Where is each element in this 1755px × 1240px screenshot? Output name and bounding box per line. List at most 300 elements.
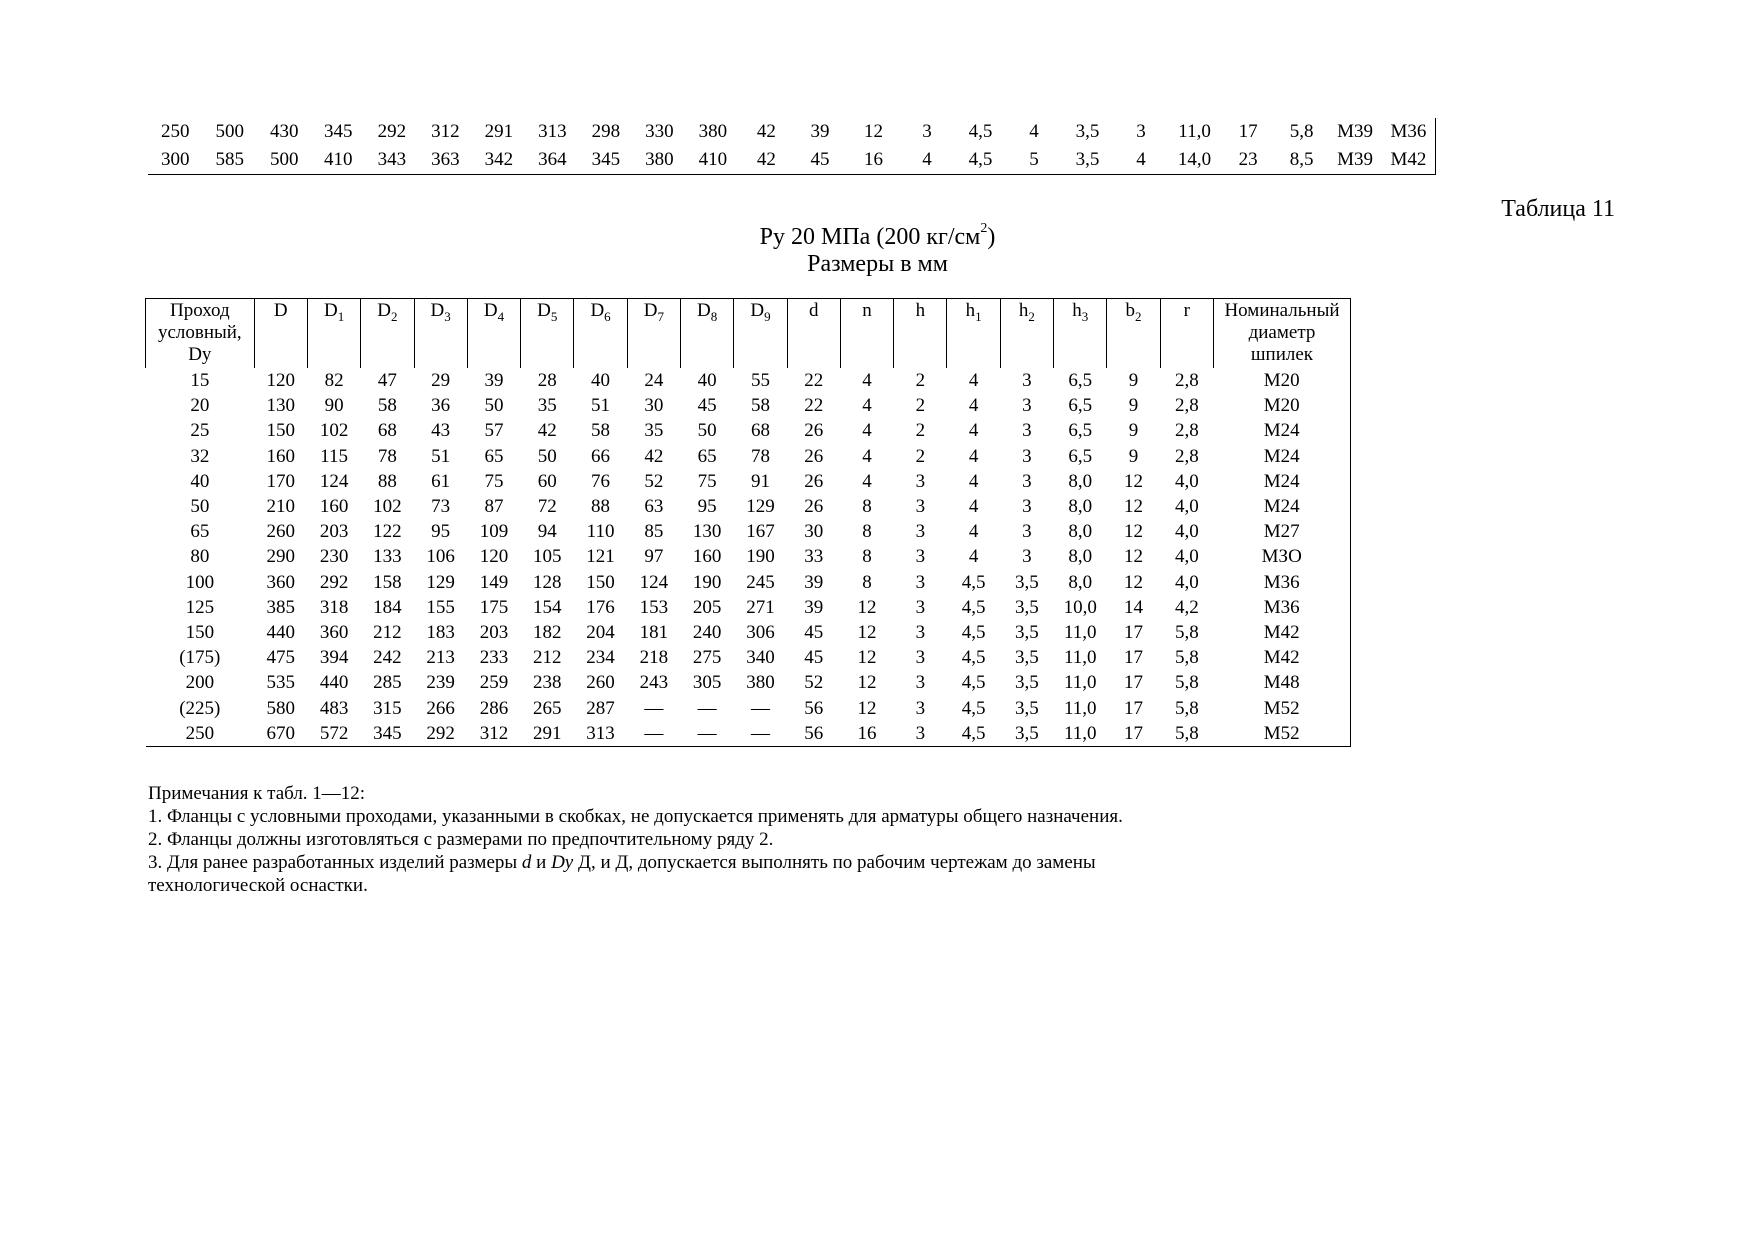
table-cell: 3 xyxy=(1022,496,1032,518)
table-cell: 572 xyxy=(307,721,360,747)
table-cell: 12 xyxy=(1124,571,1144,593)
table-cell: (175) xyxy=(179,647,221,669)
table-cell: 3 xyxy=(915,596,926,618)
table-cell: 8,0 xyxy=(1068,521,1093,543)
table-cell: 4,5 xyxy=(961,647,986,669)
table-cell: 3 xyxy=(894,721,947,747)
table-cell: 245 xyxy=(746,571,775,593)
table-cell: 300 xyxy=(148,146,203,175)
table-row xyxy=(146,368,1351,393)
table-cell: 12 xyxy=(1124,546,1144,568)
table-cell: 109 xyxy=(479,521,509,543)
table-cell: 291 xyxy=(484,121,514,142)
table-cell: 394 xyxy=(319,647,349,669)
table-cell: 204 xyxy=(586,621,615,643)
table-cell: 287 xyxy=(586,697,615,719)
table-cell: 3 xyxy=(1022,546,1032,568)
table-cell: 5,8 xyxy=(1174,647,1199,669)
note-3: 3. Для ранее разработанных изделий размеры d и Dy Д, и Д, допускается выполнять по рабочим чертежам до замены xyxy=(148,852,1096,873)
table-cell: 3 xyxy=(1022,370,1032,392)
table-cell: 4 xyxy=(968,470,979,492)
table-cell: 17 xyxy=(1124,647,1144,669)
table-cell: 57 xyxy=(484,420,504,442)
table-cell: М36 xyxy=(1213,595,1350,620)
table-cell: 16 xyxy=(840,721,893,747)
table-cell: 129 xyxy=(426,571,455,593)
table-cell: М52 xyxy=(1213,695,1350,720)
table-row xyxy=(146,393,1351,418)
table-cell: 4,5 xyxy=(968,121,993,142)
table-cell: 292 xyxy=(414,721,467,747)
table-cell: 3 xyxy=(1022,395,1032,417)
table-cell: 26 xyxy=(804,496,824,518)
table-cell: 175 xyxy=(479,596,509,618)
table-title-units: Размеры в мм xyxy=(807,251,948,277)
continuation-table xyxy=(148,118,1436,175)
table-cell: 11,0 xyxy=(1063,621,1097,643)
table-cell: 410 xyxy=(312,146,366,175)
table-cell: М20 xyxy=(1213,393,1350,418)
table-cell: 330 xyxy=(645,121,674,142)
table-cell: 3,5 xyxy=(1015,647,1039,669)
table-cell: 25 xyxy=(190,420,210,442)
table-cell: 12 xyxy=(857,697,877,719)
table-cell: М20 xyxy=(1213,368,1350,393)
table-cell: 61 xyxy=(431,470,451,492)
table-cell: 4 xyxy=(1029,121,1039,142)
table-cell: 68 xyxy=(377,420,397,442)
header-h3: $h_3$ xyxy=(1054,299,1107,369)
table-cell: 154 xyxy=(533,596,562,618)
table-cell: 210 xyxy=(266,496,296,518)
table-cell: 30 xyxy=(644,395,664,417)
table-cell: 205 xyxy=(692,596,722,618)
table-row xyxy=(146,670,1351,695)
table-cell: 47 xyxy=(377,370,397,392)
table-cell: 15 xyxy=(190,370,210,392)
table-cell: 78 xyxy=(750,445,770,467)
table-cell: 259 xyxy=(479,672,509,694)
table-cell: 11,0 xyxy=(1063,697,1097,719)
table-cell: 14,0 xyxy=(1168,146,1222,175)
table-cell: 275 xyxy=(692,647,722,669)
table-cell: М24 xyxy=(1213,444,1350,469)
table-cell: 410 xyxy=(686,146,740,175)
table-cell: 4,5 xyxy=(961,672,986,694)
table-cell: 5,8 xyxy=(1174,672,1199,694)
notes-block xyxy=(148,782,1548,897)
table-cell: 124 xyxy=(639,571,669,593)
table-cell: 9 xyxy=(1128,395,1139,417)
table-row xyxy=(146,570,1351,595)
header-D5: $D_5$ xyxy=(521,299,574,369)
header-d: d xyxy=(787,299,840,369)
table-cell: 167 xyxy=(746,521,775,543)
table-cell: 121 xyxy=(586,546,615,568)
header-D7: $D_7$ xyxy=(627,299,680,369)
table-cell: 150 xyxy=(586,571,615,593)
table-cell: 100 xyxy=(185,571,215,593)
table-cell: 8 xyxy=(862,546,872,568)
table-cell: 212 xyxy=(373,621,402,643)
table-cell: 58 xyxy=(750,395,770,417)
header-D: D xyxy=(254,299,307,369)
table-cell: 39 xyxy=(804,571,824,593)
table-cell: 4,0 xyxy=(1174,546,1199,568)
table-cell: 110 xyxy=(586,521,615,543)
table-cell: М42 xyxy=(1213,620,1350,645)
flange-dimensions-table xyxy=(145,298,1351,747)
table-cell: 45 xyxy=(697,395,717,417)
table-cell: 8,0 xyxy=(1068,546,1093,568)
table-cell: 240 xyxy=(692,621,722,643)
table-cell: 22 xyxy=(804,395,824,417)
table-cell: 35 xyxy=(644,420,664,442)
table-cell: 8,0 xyxy=(1068,470,1093,492)
table-cell: — xyxy=(734,721,787,747)
table-cell: 28 xyxy=(537,370,557,392)
table-cell: 440 xyxy=(266,621,296,643)
table-cell: 4,0 xyxy=(1174,521,1199,543)
table-cell: 4 xyxy=(968,370,979,392)
table-cell: 266 xyxy=(426,697,455,719)
header-D2: $D_2$ xyxy=(361,299,414,369)
table-cell: 203 xyxy=(479,621,509,643)
table-cell: 68 xyxy=(750,420,770,442)
table-cell: 345 xyxy=(579,146,633,175)
table-cell: 430 xyxy=(270,121,299,142)
table-row xyxy=(146,595,1351,620)
table-cell: 65 xyxy=(484,445,504,467)
table-cell: 2 xyxy=(915,395,926,417)
table-cell: 3 xyxy=(915,496,926,518)
table-cell: М42 xyxy=(1213,645,1350,670)
table-cell: М48 xyxy=(1213,670,1350,695)
table-cell: 5,8 xyxy=(1160,721,1213,747)
table-cell: 4,5 xyxy=(961,596,986,618)
table-cell: 183 xyxy=(426,621,455,643)
table-cell: 12 xyxy=(857,647,877,669)
table-cell: 17 xyxy=(1124,672,1144,694)
table-cell: 306 xyxy=(746,621,775,643)
table-cell: 149 xyxy=(479,571,509,593)
table-cell: 3,5 xyxy=(1015,596,1039,618)
table-cell: 5 xyxy=(1007,146,1061,175)
table-cell: 4 xyxy=(862,420,872,442)
table-cell: 26 xyxy=(804,420,824,442)
header-h2: $h_2$ xyxy=(1000,299,1053,369)
table-row xyxy=(146,418,1351,443)
table-cell: 585 xyxy=(203,146,258,175)
table-cell: 3 xyxy=(915,697,926,719)
table-cell: 39 xyxy=(484,370,504,392)
table-cell: 260 xyxy=(266,521,296,543)
table-cell: 52 xyxy=(644,470,664,492)
header-b2: $b_2$ xyxy=(1107,299,1160,369)
table-cell: 63 xyxy=(644,496,664,518)
table-cell: 3,5 xyxy=(1015,672,1039,694)
table-row xyxy=(146,494,1351,519)
table-cell: 125 xyxy=(185,596,215,618)
table-cell: 345 xyxy=(324,121,353,142)
table-cell: 190 xyxy=(746,546,775,568)
table-cell: 50 xyxy=(697,420,717,442)
table-cell: 80 xyxy=(190,546,210,568)
table-cell: 4 xyxy=(862,395,872,417)
table-cell: 33 xyxy=(804,546,824,568)
table-cell: 12 xyxy=(1124,521,1144,543)
table-cell: М39 xyxy=(1328,146,1382,175)
table-cell: 88 xyxy=(591,496,611,518)
table-cell: 6,5 xyxy=(1068,445,1093,467)
table-cell: 4 xyxy=(968,546,979,568)
table-cell: 4 xyxy=(968,445,979,467)
table-cell: 3 xyxy=(1136,121,1146,142)
table-cell: 265 xyxy=(533,697,562,719)
table-cell: 12 xyxy=(857,596,877,618)
table-row xyxy=(146,721,1351,747)
table-row xyxy=(146,519,1351,544)
header-D4: $D_4$ xyxy=(467,299,520,369)
header-D6: $D_6$ xyxy=(574,299,627,369)
table-cell: 24 xyxy=(644,370,664,392)
table-cell: 8 xyxy=(862,521,872,543)
table-cell: 130 xyxy=(266,395,296,417)
note-2: 2. Фланцы должны изготовляться с размерами по предпочтительному ряду 2. xyxy=(148,829,774,850)
table-cell: — xyxy=(627,721,680,747)
header-nominal-bore: Проход условный, Dy xyxy=(146,299,255,369)
table-cell: 40 xyxy=(697,370,717,392)
table-cell: 105 xyxy=(533,546,562,568)
table-cell: 120 xyxy=(479,546,509,568)
table-cell: 160 xyxy=(319,496,349,518)
table-cell: 500 xyxy=(215,121,245,142)
table-cell: 95 xyxy=(697,496,717,518)
table-cell: 360 xyxy=(319,621,349,643)
table-cell: 176 xyxy=(586,596,615,618)
table-cell: 440 xyxy=(319,672,349,694)
table-cell: — xyxy=(644,697,664,719)
table-cell: 2,8 xyxy=(1174,395,1199,417)
table-row xyxy=(146,444,1351,469)
table-cell: 12 xyxy=(863,121,883,142)
table-cell: 120 xyxy=(266,370,296,392)
table-cell: 3 xyxy=(1022,420,1032,442)
table-cell: 11,0 xyxy=(1063,672,1097,694)
table-cell: 52 xyxy=(804,672,824,694)
table-cell: 3 xyxy=(915,571,926,593)
table-cell: 42 xyxy=(756,121,776,142)
table-cell: 40 xyxy=(591,370,611,392)
header-n: n xyxy=(840,299,893,369)
table-cell: — xyxy=(697,697,717,719)
table-cell: 39 xyxy=(810,121,830,142)
table-cell: 218 xyxy=(639,647,669,669)
table-cell: 243 xyxy=(639,672,669,694)
table-cell: 29 xyxy=(431,370,451,392)
table-cell: М52 xyxy=(1213,721,1350,747)
table-cell: 30 xyxy=(804,521,824,543)
table-cell: 342 xyxy=(472,146,526,175)
table-cell: 17 xyxy=(1124,697,1144,719)
table-cell: 271 xyxy=(746,596,775,618)
table-cell: 150 xyxy=(266,420,296,442)
table-cell: 43 xyxy=(431,420,451,442)
table-cell: 345 xyxy=(361,721,414,747)
table-cell: 51 xyxy=(591,395,611,417)
table-cell: 66 xyxy=(591,445,611,467)
table-row xyxy=(146,645,1351,670)
table-cell: 78 xyxy=(377,445,397,467)
table-cell: 56 xyxy=(787,721,840,747)
table-cell: 182 xyxy=(533,621,562,643)
table-cell: 8 xyxy=(862,496,872,518)
table-cell: 5,8 xyxy=(1174,697,1199,719)
table-cell: 122 xyxy=(373,521,402,543)
table-cell: 2,8 xyxy=(1174,420,1199,442)
table-cell: 8,5 xyxy=(1275,146,1329,175)
table-cell: 102 xyxy=(373,496,402,518)
table-cell: 3,5 xyxy=(1061,146,1115,175)
table-cell: МЗО xyxy=(1213,544,1350,569)
table-cell: 45 xyxy=(804,621,824,643)
table-cell: 85 xyxy=(644,521,664,543)
table-cell: М36 xyxy=(1213,570,1350,595)
table-cell: М24 xyxy=(1213,494,1350,519)
table-cell: 88 xyxy=(377,470,397,492)
table-cell: 3 xyxy=(915,647,926,669)
table-cell: 55 xyxy=(750,370,770,392)
table-cell: 4,2 xyxy=(1174,596,1199,618)
table-cell: 5,8 xyxy=(1289,121,1314,142)
table-cell: 360 xyxy=(266,571,296,593)
table-cell: 17 xyxy=(1124,621,1144,643)
table-cell: 4 xyxy=(968,395,979,417)
table-cell: 26 xyxy=(804,470,824,492)
table-cell: 290 xyxy=(266,546,296,568)
table-cell: 364 xyxy=(526,146,580,175)
table-cell: 313 xyxy=(574,721,627,747)
table-cell: 286 xyxy=(479,697,509,719)
table-cell: 6,5 xyxy=(1068,395,1093,417)
table-cell: 298 xyxy=(591,121,621,142)
table-cell: 292 xyxy=(319,571,349,593)
table-cell: 20 xyxy=(190,395,210,417)
table-cell: 8,0 xyxy=(1068,571,1093,593)
table-cell: 291 xyxy=(521,721,574,747)
table-cell: 155 xyxy=(426,596,455,618)
table-row xyxy=(148,146,1436,175)
table-number: Таблица 11 xyxy=(1501,196,1615,222)
table-cell: 312 xyxy=(467,721,520,747)
header-D3: $D_3$ xyxy=(414,299,467,369)
table-cell: 483 xyxy=(319,697,349,719)
table-cell: 153 xyxy=(639,596,669,618)
table-cell: 3,5 xyxy=(1015,697,1039,719)
table-cell: М24 xyxy=(1213,469,1350,494)
table-cell: 181 xyxy=(639,621,669,643)
table-cell: 82 xyxy=(324,370,344,392)
table-cell: 45 xyxy=(804,647,824,669)
table-cell: 170 xyxy=(266,470,296,492)
table-row xyxy=(146,469,1351,494)
table-cell: 133 xyxy=(373,546,402,568)
table-cell: 250 xyxy=(161,121,190,142)
table-cell: 380 xyxy=(633,146,687,175)
table-cell: 39 xyxy=(804,596,824,618)
table-cell: 73 xyxy=(431,496,451,518)
notes-title: Примечания к табл. 1—12: xyxy=(148,783,366,804)
table-title-pressure: Ру 20 МПа (200 $кг/см^2$) xyxy=(759,221,996,250)
table-cell: 190 xyxy=(692,571,722,593)
note-1: 1. Фланцы с условными проходами, указанными в скобках, не допускается применять для арматуры общего назначения. xyxy=(148,806,1123,827)
table-cell: 238 xyxy=(533,672,562,694)
table-cell: 6,5 xyxy=(1068,420,1093,442)
table-cell: 3 xyxy=(922,121,932,142)
table-cell: 150 xyxy=(185,621,215,643)
table-cell: М27 xyxy=(1213,519,1350,544)
table-cell: 184 xyxy=(373,596,402,618)
table-cell: 22 xyxy=(804,370,824,392)
table-cell: 535 xyxy=(266,672,296,694)
table-cell: 475 xyxy=(266,647,296,669)
table-cell: 90 xyxy=(324,395,344,417)
table-cell: 40 xyxy=(190,470,210,492)
table-cell: 4 xyxy=(968,496,979,518)
table-cell: 213 xyxy=(426,647,455,669)
table-cell: 50 xyxy=(484,395,504,417)
header-r: r xyxy=(1160,299,1213,369)
table-cell: 343 xyxy=(365,146,419,175)
table-cell: 4 xyxy=(968,521,979,543)
table-cell: 285 xyxy=(373,672,402,694)
table-cell: М36 xyxy=(1382,118,1436,146)
table-row xyxy=(146,544,1351,569)
table-cell: 670 xyxy=(254,721,307,747)
table-cell: 124 xyxy=(319,470,349,492)
table-cell: 4,0 xyxy=(1174,571,1199,593)
table-cell: 115 xyxy=(320,445,348,467)
table-cell: 32 xyxy=(190,445,210,467)
table-cell: 380 xyxy=(698,121,728,142)
table-cell: 102 xyxy=(319,420,349,442)
table-cell: 3 xyxy=(1022,521,1032,543)
table-cell: 4 xyxy=(862,470,872,492)
header-h: h xyxy=(894,299,947,369)
table-cell: 2 xyxy=(915,445,926,467)
header-D8: $D_8$ xyxy=(681,299,734,369)
header-D1: $D_1$ xyxy=(307,299,360,369)
table-cell: 380 xyxy=(746,672,775,694)
table-cell: 3,5 xyxy=(1000,721,1053,747)
table-cell: 95 xyxy=(431,521,451,543)
table-cell: 65 xyxy=(190,521,210,543)
table-cell: 580 xyxy=(266,697,296,719)
table-cell: 23 xyxy=(1221,146,1275,175)
table-cell: 212 xyxy=(533,647,562,669)
table-cell: 250 xyxy=(146,721,255,747)
table-cell: 3 xyxy=(1022,470,1032,492)
table-cell: 8,0 xyxy=(1068,496,1093,518)
table-cell: 4,5 xyxy=(961,571,986,593)
table-cell: 12 xyxy=(857,621,877,643)
table-cell: 363 xyxy=(419,146,473,175)
table-cell: 385 xyxy=(266,596,296,618)
table-cell: 2,8 xyxy=(1174,445,1199,467)
table-cell: 3 xyxy=(915,546,926,568)
table-cell: 42 xyxy=(537,420,557,442)
table-cell: 6,5 xyxy=(1068,370,1093,392)
